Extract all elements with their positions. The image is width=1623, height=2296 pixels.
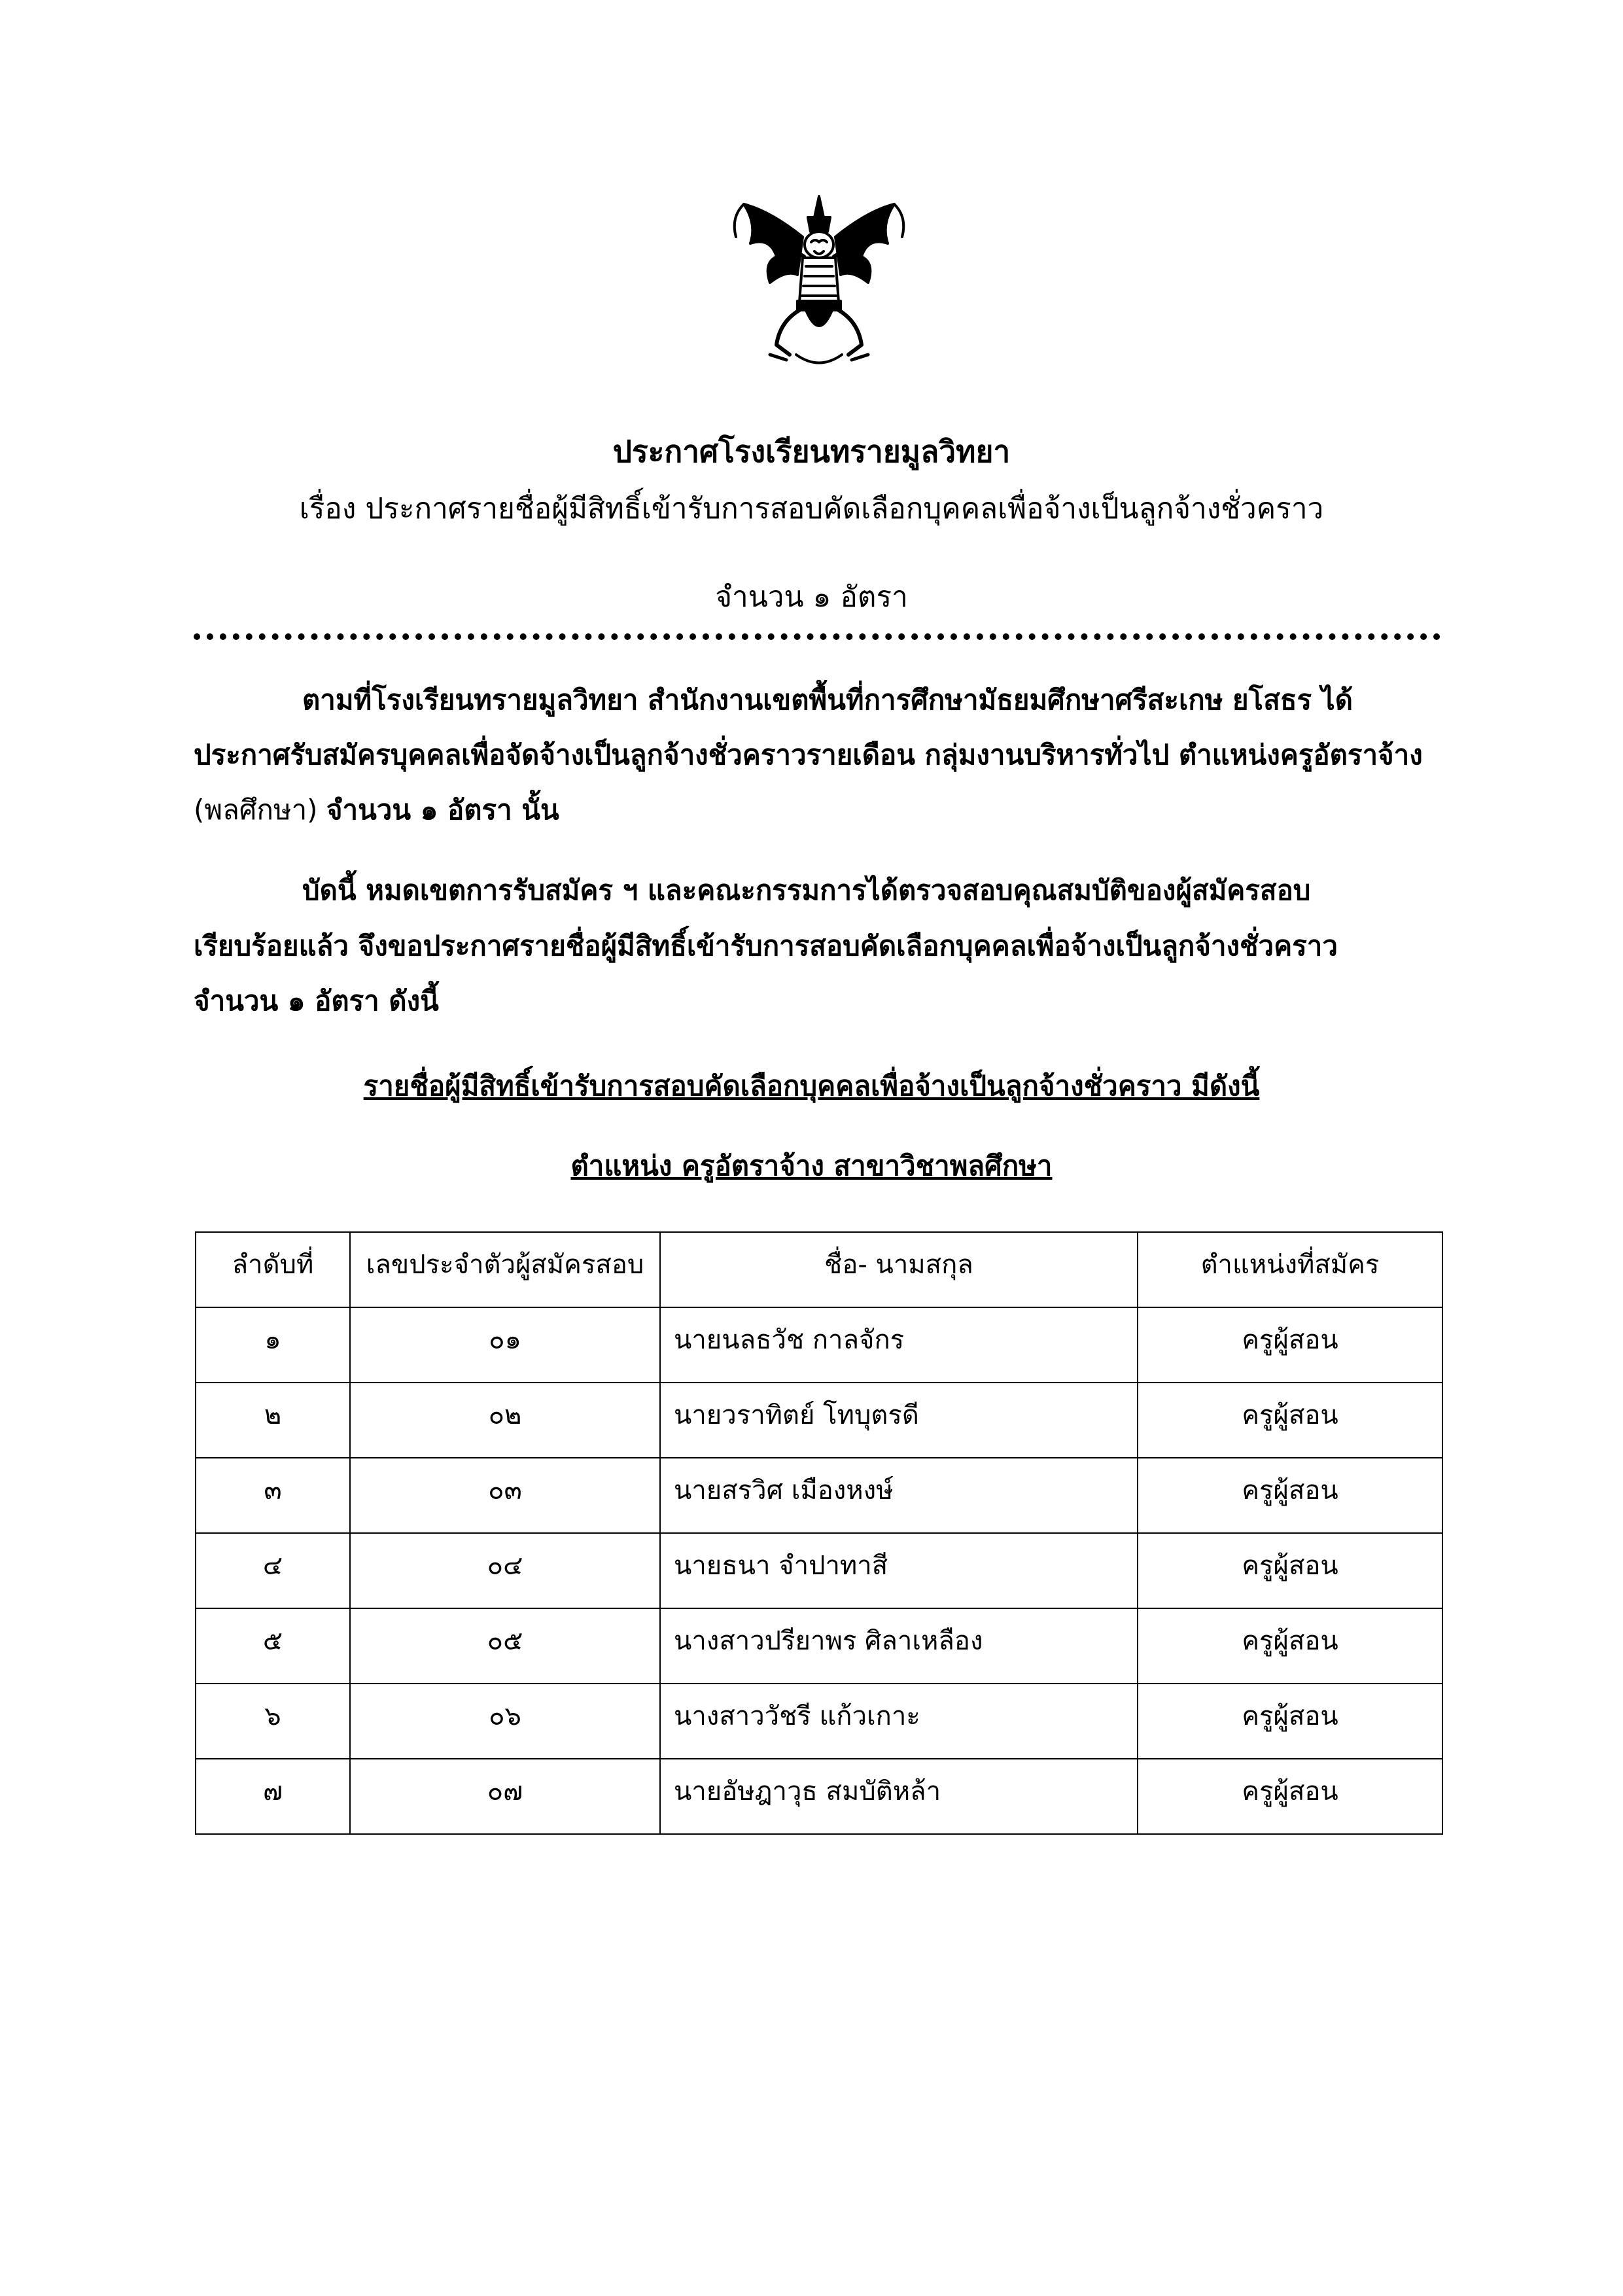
- cell-position: ครูผู้สอน: [1138, 1684, 1442, 1759]
- position-heading: ตำแหน่ง ครูอัตราจ้าง สาขาวิชาพลศึกษา: [570, 1150, 1053, 1182]
- table-row: [196, 1684, 1442, 1759]
- cell-applicant-id: ๐๒: [350, 1383, 660, 1458]
- cell-order: ๓: [196, 1458, 350, 1533]
- cell-position: ครูผู้สอน: [1138, 1759, 1442, 1834]
- cell-applicant-id: ๐๕: [350, 1608, 660, 1684]
- column-header-full-name: ชื่อ- นามสกุล: [660, 1232, 1138, 1307]
- paragraph-2-line-3: จำนวน ๑ อัตรา ดังนี้: [194, 985, 439, 1017]
- dotted-separator: [194, 633, 1440, 640]
- document-subject: เรื่อง ประกาศรายชื่อผู้มีสิทธิ์เข้ารับการสอบคัดเลือกบุคคลเพื่อจ้างเป็นลูกจ้างชั่วคราว: [299, 492, 1324, 525]
- cell-order: ๒: [196, 1383, 350, 1458]
- cell-order: ๗: [196, 1759, 350, 1834]
- cell-full-name: นายนลธวัช กาลจักร: [660, 1307, 1138, 1383]
- cell-applicant-id: ๐๗: [350, 1759, 660, 1834]
- paragraph-2-line-1: บัดนี้ หมดเขตการรับสมัคร ฯ และคณะกรรมการได้ตรวจสอบคุณสมบัติของผู้สมัครสอบ: [302, 874, 1311, 906]
- table-row: [196, 1759, 1442, 1834]
- cell-position: ครูผู้สอน: [1138, 1307, 1442, 1383]
- cell-applicant-id: ๐๑: [350, 1307, 660, 1383]
- document-title: ประกาศโรงเรียนทรายมูลวิทยา: [612, 434, 1011, 469]
- cell-applicant-id: ๐๖: [350, 1684, 660, 1759]
- applicant-table: [195, 1231, 1443, 1835]
- cell-full-name: นางสาววัชรี แก้วเกาะ: [660, 1684, 1138, 1759]
- table-header-row: [196, 1232, 1442, 1307]
- cell-applicant-id: ๐๔: [350, 1533, 660, 1608]
- cell-full-name: นายธนา จำปาทาสี: [660, 1533, 1138, 1608]
- cell-position: ครูผู้สอน: [1138, 1383, 1442, 1458]
- paragraph-1-line-3-part-b: จำนวน ๑ อัตรา นั้น: [326, 794, 559, 826]
- cell-order: ๕: [196, 1608, 350, 1684]
- paragraph-1-line-2: ประกาศรับสมัครบุคคลเพื่อจัดจ้างเป็นลูกจ้างชั่วคราวรายเดือน กลุ่มงานบริหารทั่วไป ตำแหน่งครูอัตราจ้าง: [194, 739, 1423, 771]
- paragraph-1-line-3: [194, 792, 559, 828]
- table-row: [196, 1458, 1442, 1533]
- position-amount: จำนวน ๑ อัตรา: [715, 580, 908, 614]
- table-row: [196, 1383, 1442, 1458]
- paragraph-1-line-1: ตามที่โรงเรียนทรายมูลวิทยา สำนักงานเขตพื้นที่การศึกษามัธยมศึกษาศรีสะเกษ ยโสธร ได้: [302, 684, 1353, 716]
- table-row: [196, 1608, 1442, 1684]
- cell-applicant-id: ๐๓: [350, 1458, 660, 1533]
- paragraph-1-line-3-part-a: (พลศึกษา): [194, 794, 326, 826]
- cell-position: ครูผู้สอน: [1138, 1458, 1442, 1533]
- garuda-emblem-icon: [724, 191, 914, 374]
- cell-full-name: นายสรวิศ เมืองหงษ์: [660, 1458, 1138, 1533]
- cell-full-name: นางสาวปรียาพร ศิลาเหลือง: [660, 1608, 1138, 1684]
- cell-position: ครูผู้สอน: [1138, 1608, 1442, 1684]
- cell-order: ๑: [196, 1307, 350, 1383]
- column-header-applicant-id: เลขประจำตัวผู้สมัครสอบ: [350, 1232, 660, 1307]
- cell-position: ครูผู้สอน: [1138, 1533, 1442, 1608]
- list-heading: รายชื่อผู้มีสิทธิ์เข้ารับการสอบคัดเลือกบุคคลเพื่อจ้างเป็นลูกจ้างชั่วคราว มีดังนี้: [363, 1070, 1260, 1102]
- paragraph-2-line-2: เรียบร้อยแล้ว จึงขอประกาศรายชื่อผู้มีสิทธิ์เข้ารับการสอบคัดเลือกบุคคลเพื่อจ้างเป็นลูกจ้างชั่วคราว: [194, 930, 1338, 962]
- table-row: [196, 1307, 1442, 1383]
- column-header-order: ลำดับที่: [196, 1232, 350, 1307]
- cell-full-name: นายอัษฎาวุธ สมบัติหล้า: [660, 1759, 1138, 1834]
- cell-full-name: นายวราทิตย์ โทบุตรดี: [660, 1383, 1138, 1458]
- cell-order: ๔: [196, 1533, 350, 1608]
- column-header-position: ตำแหน่งที่สมัคร: [1138, 1232, 1442, 1307]
- table-row: [196, 1533, 1442, 1608]
- cell-order: ๖: [196, 1684, 350, 1759]
